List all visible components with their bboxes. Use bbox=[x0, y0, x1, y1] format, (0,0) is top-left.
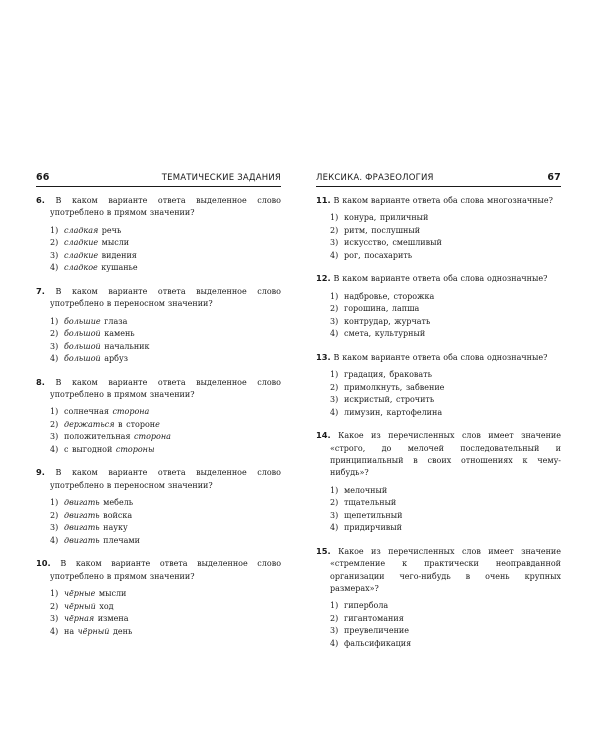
answer-options bbox=[316, 600, 561, 650]
answer-option bbox=[330, 316, 561, 329]
question-text bbox=[316, 545, 561, 596]
option-text bbox=[344, 329, 425, 338]
option-highlighted-word: держаться bbox=[64, 419, 115, 429]
answer-options bbox=[316, 212, 561, 262]
option-highlighted-word: сладкая bbox=[64, 225, 99, 235]
answer-options bbox=[316, 369, 561, 419]
option-text bbox=[344, 523, 402, 532]
option-number: 3) bbox=[50, 523, 59, 533]
option-words: контрудар, журчать bbox=[344, 316, 431, 326]
question-body: В каком варианте ответа выделенное слово употреблено в прямом значении? bbox=[50, 196, 282, 218]
option-number: 4) bbox=[50, 535, 59, 545]
option-words: надбровье, сторожка bbox=[344, 291, 435, 301]
answer-option bbox=[50, 497, 281, 510]
option-number: 4) bbox=[330, 523, 339, 533]
option-text bbox=[344, 383, 444, 392]
option-words: преувеличение bbox=[344, 626, 409, 636]
option-number: 1) bbox=[330, 291, 339, 301]
option-words: мелочный bbox=[344, 485, 388, 495]
option-text bbox=[64, 263, 138, 272]
option-text bbox=[64, 329, 135, 338]
option-plain-before: с выгодной bbox=[64, 444, 116, 454]
option-words: гигантомания bbox=[344, 613, 404, 623]
option-words: рог, посахарить bbox=[344, 250, 413, 260]
option-words: придирчивый bbox=[344, 523, 402, 533]
question-item bbox=[316, 429, 561, 535]
answer-option bbox=[330, 303, 561, 316]
option-number: 3) bbox=[330, 316, 339, 326]
option-number: 2) bbox=[330, 304, 339, 314]
option-number: 2) bbox=[50, 510, 59, 520]
answer-option bbox=[330, 212, 561, 225]
option-highlighted-word: сторона bbox=[112, 407, 150, 417]
question-body: Какое из перечисленных слов имеет значение «строго, до мелочей последовательный и принципиальный в своих отношениях к чему-нибудь»? bbox=[330, 431, 561, 478]
option-plain-after: глаза bbox=[100, 316, 128, 326]
option-number: 4) bbox=[330, 407, 339, 417]
right-question-list bbox=[316, 194, 561, 650]
option-words: гипербола bbox=[344, 601, 389, 611]
question-text bbox=[36, 285, 281, 311]
answer-option bbox=[50, 341, 281, 354]
option-text bbox=[344, 238, 442, 247]
answer-option bbox=[50, 601, 281, 614]
option-number: 4) bbox=[330, 329, 339, 339]
option-text bbox=[64, 602, 114, 611]
question-body: В каком варианте ответа оба слова многозначные? bbox=[333, 196, 553, 205]
option-number: 3) bbox=[50, 432, 59, 442]
option-number: 3) bbox=[330, 395, 339, 405]
option-plain-after: кушанье bbox=[97, 263, 138, 273]
option-text bbox=[344, 486, 387, 495]
option-words: искристый, строчить bbox=[344, 395, 435, 405]
option-text bbox=[344, 639, 411, 648]
answer-option bbox=[50, 262, 281, 275]
answer-option bbox=[50, 431, 281, 444]
option-highlighted-word: чёрный bbox=[64, 601, 96, 611]
option-highlighted-word: большой bbox=[64, 354, 101, 364]
answer-option bbox=[330, 497, 561, 510]
question-text bbox=[316, 272, 561, 285]
answer-option bbox=[50, 444, 281, 457]
question-number: 15. bbox=[316, 545, 331, 556]
option-number: 4) bbox=[50, 626, 59, 636]
option-words: горошина, лапша bbox=[344, 304, 420, 314]
answer-options bbox=[36, 497, 281, 547]
option-plain-after: арбуз bbox=[100, 354, 129, 364]
option-highlighted-ending: е bbox=[155, 419, 160, 429]
question-text bbox=[316, 351, 561, 364]
option-plain-after: в сторон bbox=[114, 419, 156, 429]
answer-option bbox=[330, 237, 561, 250]
question-item bbox=[36, 376, 281, 457]
option-highlighted-word: чёрная bbox=[64, 614, 95, 624]
question-body: Какое из перечисленных слов имеет значение «стремление к практически неоправданной организации чего-нибудь в очень крупных размерах»? bbox=[330, 546, 561, 594]
answer-option bbox=[50, 316, 281, 329]
question-number: 6. bbox=[36, 195, 45, 205]
option-text bbox=[344, 614, 404, 623]
question-text bbox=[316, 194, 561, 207]
option-text bbox=[344, 213, 428, 222]
option-text bbox=[344, 395, 434, 404]
option-plain-after: ход bbox=[95, 601, 114, 611]
option-number: 4) bbox=[50, 263, 59, 273]
answer-option bbox=[50, 510, 281, 523]
question-body: В каком варианте ответа выделенное слово употреблено в переносном значении? bbox=[50, 468, 282, 490]
question-number: 8. bbox=[36, 376, 45, 387]
option-highlighted-word: сладкие bbox=[64, 250, 99, 260]
option-text bbox=[64, 238, 129, 247]
answer-option bbox=[50, 225, 281, 238]
option-number: 2) bbox=[50, 329, 59, 339]
question-item bbox=[36, 557, 281, 638]
option-words: щепетильный bbox=[344, 510, 403, 520]
option-number: 3) bbox=[50, 250, 59, 260]
option-highlighted-word: чёрный bbox=[77, 626, 110, 636]
answer-option bbox=[50, 328, 281, 341]
answer-option bbox=[50, 588, 281, 601]
option-number: 1) bbox=[50, 316, 59, 326]
option-text bbox=[344, 511, 402, 520]
option-text bbox=[64, 445, 154, 454]
option-highlighted-word: двигать bbox=[64, 498, 100, 508]
question-text bbox=[36, 194, 281, 220]
option-number: 2) bbox=[330, 225, 339, 235]
option-text bbox=[344, 498, 396, 507]
answer-option bbox=[330, 394, 561, 407]
option-text bbox=[64, 420, 160, 429]
option-words: тщательный bbox=[344, 498, 397, 508]
answer-option bbox=[330, 625, 561, 638]
option-text bbox=[344, 626, 409, 635]
option-text bbox=[64, 226, 121, 235]
option-words: градация, браковать bbox=[344, 370, 432, 380]
option-words: конура, приличный bbox=[344, 213, 429, 223]
question-number: 14. bbox=[316, 430, 331, 441]
answer-option bbox=[330, 613, 561, 626]
option-highlighted-word: сторона bbox=[134, 432, 171, 442]
option-plain-after: день bbox=[109, 626, 133, 636]
option-text bbox=[344, 304, 419, 313]
left-page-number: 66 bbox=[36, 172, 50, 183]
right-section-title: ЛЕКСИКА. ФРАЗЕОЛОГИЯ bbox=[316, 173, 434, 183]
option-text bbox=[344, 292, 434, 301]
option-number: 1) bbox=[330, 601, 339, 611]
option-plain-after: мысли bbox=[98, 238, 130, 248]
option-text bbox=[64, 627, 132, 636]
answer-option bbox=[50, 522, 281, 535]
answer-option bbox=[330, 369, 561, 382]
option-number: 1) bbox=[330, 213, 339, 223]
option-text bbox=[64, 354, 128, 363]
option-text bbox=[344, 251, 412, 260]
option-number: 3) bbox=[50, 341, 59, 351]
option-number: 1) bbox=[50, 225, 59, 235]
option-number: 1) bbox=[330, 370, 339, 380]
option-plain-after: начальник bbox=[100, 341, 150, 351]
answer-option bbox=[50, 535, 281, 548]
answer-option bbox=[330, 600, 561, 613]
option-highlighted-word: двигать bbox=[64, 535, 100, 545]
option-text bbox=[64, 251, 137, 260]
question-number: 12. bbox=[316, 273, 331, 284]
answer-option bbox=[330, 407, 561, 420]
option-number: 4) bbox=[50, 354, 59, 364]
left-question-list bbox=[36, 194, 281, 638]
question-number: 13. bbox=[316, 351, 331, 362]
option-highlighted-word: стороны bbox=[115, 444, 155, 454]
answer-option bbox=[330, 485, 561, 498]
option-highlighted-word: большие bbox=[64, 316, 101, 326]
option-highlighted-word: сладкое bbox=[64, 263, 98, 273]
answer-option bbox=[330, 225, 561, 238]
option-text bbox=[64, 589, 126, 598]
option-text bbox=[64, 432, 171, 441]
option-text bbox=[64, 614, 128, 623]
option-number: 1) bbox=[50, 407, 59, 417]
option-words: искусство, смешливый bbox=[344, 238, 442, 248]
option-text bbox=[344, 317, 430, 326]
answer-options bbox=[36, 588, 281, 638]
option-number: 2) bbox=[50, 238, 59, 248]
option-text bbox=[64, 317, 127, 326]
option-number: 3) bbox=[330, 626, 339, 636]
option-number: 4) bbox=[330, 250, 339, 260]
answer-option bbox=[50, 419, 281, 432]
answer-option bbox=[330, 250, 561, 263]
question-number: 11. bbox=[316, 195, 331, 205]
question-number: 7. bbox=[36, 285, 45, 296]
option-number: 4) bbox=[50, 444, 59, 454]
option-text bbox=[64, 536, 140, 545]
option-number: 2) bbox=[330, 498, 339, 508]
question-number: 10. bbox=[36, 558, 51, 569]
question-text bbox=[316, 429, 561, 480]
left-page bbox=[36, 172, 281, 648]
answer-option bbox=[330, 522, 561, 535]
option-highlighted-word: сладкие bbox=[64, 238, 99, 248]
question-text bbox=[36, 466, 281, 492]
option-plain-after: мебель bbox=[99, 498, 134, 508]
option-number: 3) bbox=[330, 238, 339, 248]
answer-option bbox=[50, 626, 281, 639]
option-plain-after: войска bbox=[99, 510, 133, 520]
right-page bbox=[316, 172, 561, 660]
question-body: В каком варианте ответа оба слова однозначные? bbox=[333, 352, 548, 362]
answer-options bbox=[316, 291, 561, 341]
answer-option bbox=[50, 406, 281, 419]
option-number: 3) bbox=[50, 614, 59, 624]
option-text bbox=[64, 498, 133, 507]
answer-option bbox=[330, 291, 561, 304]
option-highlighted-word: чёрные bbox=[64, 589, 96, 599]
answer-options bbox=[36, 225, 281, 275]
left-page-header bbox=[36, 172, 281, 187]
option-number: 1) bbox=[330, 485, 339, 495]
question-number: 9. bbox=[36, 467, 45, 478]
option-number: 2) bbox=[330, 613, 339, 623]
option-number: 1) bbox=[50, 498, 59, 508]
answer-option bbox=[330, 328, 561, 341]
option-number: 3) bbox=[330, 510, 339, 520]
option-words: примолкнуть, забвение bbox=[344, 382, 445, 392]
question-item bbox=[316, 351, 561, 419]
option-plain-after: измена bbox=[94, 614, 129, 624]
option-number: 2) bbox=[50, 419, 59, 429]
option-plain-before: на bbox=[64, 626, 78, 636]
option-plain-before: солнечная bbox=[64, 407, 113, 417]
option-text bbox=[344, 370, 432, 379]
option-plain-after: камень bbox=[100, 329, 135, 339]
option-plain-after: науку bbox=[99, 523, 128, 533]
question-body: В каком варианте ответа выделенное слово употреблено в прямом значении? bbox=[50, 377, 282, 400]
answer-option bbox=[330, 510, 561, 523]
option-plain-after: мысли bbox=[95, 589, 127, 599]
answer-options bbox=[316, 485, 561, 535]
option-highlighted-word: двигать bbox=[64, 510, 100, 520]
option-words: смета, культурный bbox=[344, 329, 426, 339]
option-words: лимузин, картофелина bbox=[344, 407, 443, 417]
option-plain-after: речь bbox=[98, 225, 122, 235]
option-text bbox=[64, 523, 128, 532]
answer-option bbox=[50, 613, 281, 626]
option-number: 2) bbox=[330, 382, 339, 392]
option-plain-after: видения bbox=[98, 250, 137, 260]
right-page-number: 67 bbox=[547, 172, 561, 183]
option-plain-after: плечами bbox=[99, 535, 140, 545]
option-text bbox=[64, 407, 149, 416]
answer-options bbox=[36, 316, 281, 366]
answer-option bbox=[50, 353, 281, 366]
question-item bbox=[36, 466, 281, 547]
option-plain-before: положительная bbox=[64, 432, 135, 442]
option-text bbox=[344, 601, 388, 610]
option-words: ритм, послушный bbox=[344, 225, 421, 235]
left-section-title: ТЕМАТИЧЕСКИЕ ЗАДАНИЯ bbox=[161, 173, 281, 183]
option-number: 1) bbox=[50, 589, 59, 599]
option-highlighted-word: большой bbox=[64, 329, 101, 339]
right-page-header bbox=[316, 172, 561, 187]
option-text bbox=[344, 408, 442, 417]
option-words: фальсификация bbox=[344, 638, 412, 648]
option-text bbox=[64, 342, 150, 351]
option-highlighted-word: большой bbox=[64, 341, 101, 351]
option-text bbox=[64, 511, 132, 520]
question-item bbox=[36, 285, 281, 366]
answer-option bbox=[330, 382, 561, 395]
option-number: 4) bbox=[330, 638, 339, 648]
answer-option bbox=[50, 237, 281, 250]
question-item bbox=[316, 272, 561, 340]
question-item bbox=[316, 545, 561, 651]
question-item bbox=[316, 194, 561, 262]
answer-option bbox=[330, 638, 561, 651]
question-body: В каком варианте ответа оба слова однозначные? bbox=[333, 274, 548, 284]
question-item bbox=[36, 194, 281, 275]
option-text bbox=[344, 226, 420, 235]
question-body: В каком варианте ответа выделенное слово употреблено в прямом значении? bbox=[50, 559, 282, 581]
question-text bbox=[36, 376, 281, 402]
answer-option bbox=[50, 250, 281, 263]
option-highlighted-word: двигать bbox=[64, 523, 100, 533]
question-body: В каком варианте ответа выделенное слово употреблено в переносном значении? bbox=[50, 286, 282, 309]
answer-options bbox=[36, 406, 281, 456]
option-number: 2) bbox=[50, 601, 59, 611]
question-text bbox=[36, 557, 281, 583]
